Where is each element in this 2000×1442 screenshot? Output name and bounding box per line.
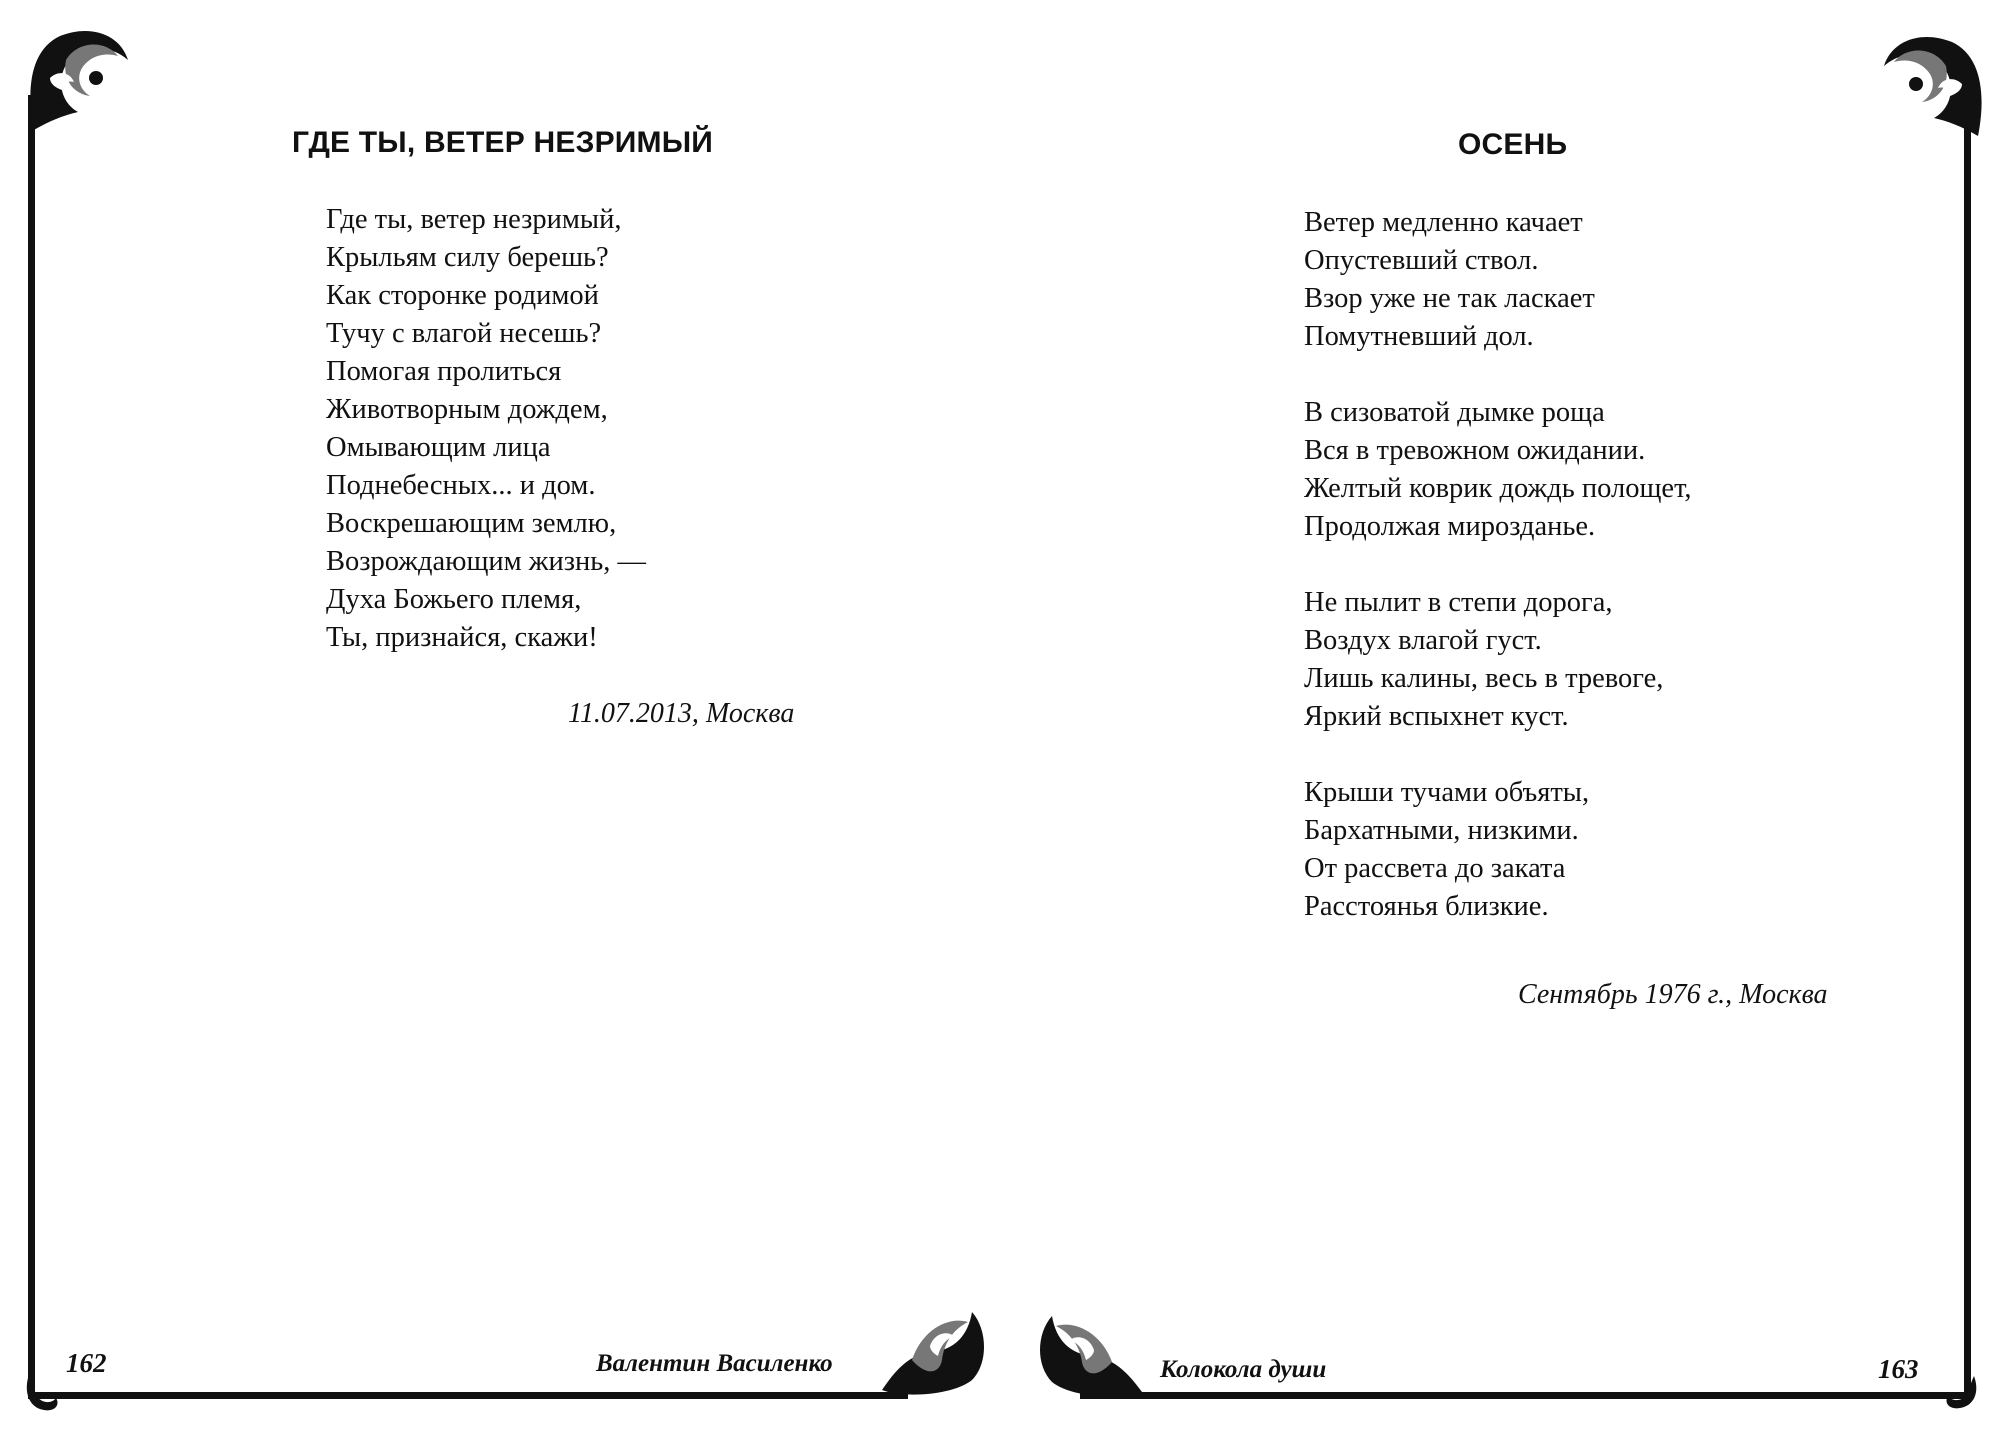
left-page-bottom-border	[28, 1392, 908, 1399]
left-poem-signature: 11.07.2013, Москва	[568, 698, 795, 729]
poem-line: Не пылит в степи дорога,	[1304, 587, 1613, 618]
poem-line: Бархатными, низкими.	[1304, 815, 1579, 846]
poem-line: Ветер медленно качает	[1304, 207, 1583, 238]
poem-line: Воздух влагой густ.	[1304, 625, 1542, 656]
poem-line: Продолжая мирозданье.	[1304, 511, 1596, 542]
left-poem-title: ГДЕ ТЫ, ВЕТЕР НЕЗРИМЫЙ	[292, 126, 714, 159]
poem-line: Поднебесных... и дом.	[326, 470, 596, 501]
poem-line: Крыльям силу берешь?	[326, 242, 609, 273]
footer-author: Валентин Василенко	[596, 1350, 833, 1377]
poem-line: Помутневший дол.	[1304, 321, 1534, 352]
poem-line: Как сторонке родимой	[326, 280, 599, 311]
right-poem-signature: Сентябрь 1976 г., Москва	[1518, 979, 1828, 1010]
footer-book-title: Колокола души	[1160, 1356, 1327, 1383]
poem-line: Духа Божьего племя,	[326, 584, 582, 615]
stanza-gap	[1304, 356, 1692, 394]
poem-line: Опустевший ствол.	[1304, 245, 1539, 276]
left-poem-body	[326, 201, 646, 657]
poem-line: Воскрешающим землю,	[326, 508, 617, 539]
poem-line: Омывающим лица	[326, 432, 551, 463]
poem-line: Где ты, ветер незримый,	[326, 204, 622, 235]
page-number-left: 162	[66, 1348, 107, 1378]
poem-line: Взор уже не так ласкает	[1304, 283, 1595, 314]
left-page-left-border	[28, 95, 35, 1395]
bottom-corner-ornament-left-icon	[22, 1374, 62, 1414]
poem-line: Лишь калины, весь в тревоге,	[1304, 663, 1664, 694]
poem-line: В сизоватой дымке роща	[1304, 397, 1605, 428]
corner-ornament-top-left-icon	[20, 20, 140, 140]
right-page-bottom-border	[1080, 1392, 1971, 1399]
stanza-gap	[1304, 736, 1692, 774]
poem-line: Яркий вспыхнет куст.	[1304, 701, 1569, 732]
poem-line: Возрождающим жизнь, —	[326, 546, 646, 577]
bottom-ornament-right-page-icon	[1032, 1296, 1152, 1406]
poem-line: От рассвета до заката	[1304, 853, 1566, 884]
poem-line: Желтый коврик дождь полощет,	[1304, 473, 1692, 504]
poem-line: Крыши тучами объяты,	[1304, 777, 1590, 808]
right-page-right-border	[1964, 100, 1971, 1395]
poem-line: Вся в тревожном ожидании.	[1304, 435, 1646, 466]
poem-line: Тучу с влагой несешь?	[326, 318, 602, 349]
poem-line: Ты, признайся, скажи!	[326, 622, 598, 653]
corner-ornament-top-right-icon	[1872, 26, 1992, 146]
right-poem-body	[1304, 204, 1692, 926]
poem-line: Расстоянья близкие.	[1304, 891, 1549, 922]
stanza-gap	[1304, 546, 1692, 584]
poem-line: Животворным дождем,	[326, 394, 608, 425]
bottom-corner-ornament-right-icon	[1940, 1372, 1982, 1414]
right-poem-title: ОСЕНЬ	[1458, 128, 1568, 161]
bottom-ornament-left-page-icon	[872, 1290, 992, 1405]
poem-line: Помогая пролиться	[326, 356, 562, 387]
page-number-right: 163	[1878, 1354, 1919, 1384]
